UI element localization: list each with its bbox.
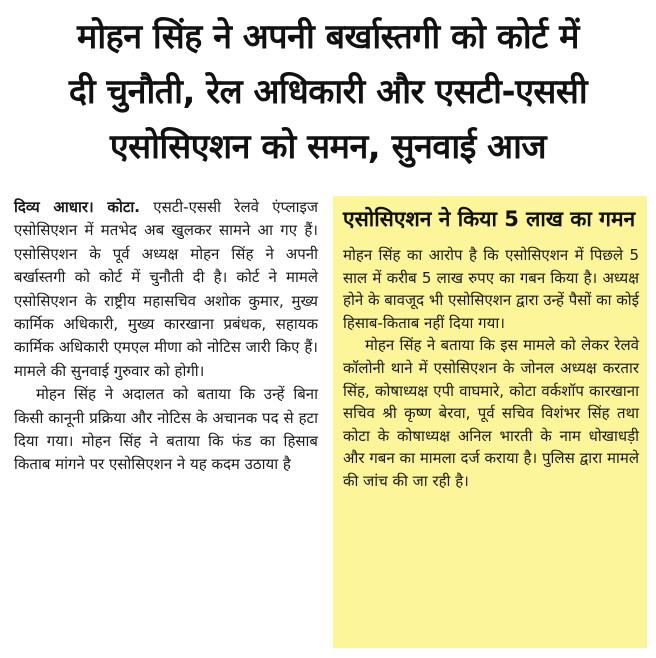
sidebar-paragraph-2: मोहन सिंह ने बताया कि इस मामले को लेकर रेलवे कॉलोनी थाने में एसोसिएशन के जोनल अध्यक्ष करतार सिंह, कोषाध्यक्ष एपी वाघमारे, कोटा वर्कशॉप कारखाना सचिव श्री कृष्ण बेरवा, पूर्व सचिव विशंभर सिंह तथा कोटा के कोषाध्यक्ष अनिल भारती के नाम धोखाधड़ी और गबन का मामला दर्ज कराया है। पुलिस द्वारा मामले की जांच की जा रही है। bbox=[343, 336, 639, 490]
sidebar-body bbox=[343, 244, 639, 493]
main-story-paragraph-1 bbox=[14, 196, 318, 383]
headline-line-3: एसोसिएशन को समन, सुनवाई आज bbox=[109, 127, 547, 167]
main-story-paragraph-2: मोहन सिंह ने अदालत को बताया कि उन्हें बिना किसी कानूनी प्रक्रिया और नोटिस के अचानक पद से हटा दिया गया। मोहन सिंह ने बताया कि फंड का हिसाब किताब मांगने पर एसोसिएशन ने यह कदम उठाया है bbox=[14, 385, 318, 474]
headline-line-1: मोहन सिंह ने अपनी बर्खास्तगी को कोर्ट में bbox=[77, 17, 579, 57]
main-story-column bbox=[14, 196, 318, 477]
sidebar-title: एसोसिएशन ने किया 5 लाख का गमन bbox=[343, 207, 636, 231]
headline-line-2: दी चुनौती, रेल अधिकारी और एसटी-एससी bbox=[68, 72, 588, 112]
headline bbox=[8, 10, 648, 175]
dateline: दिव्य आधार। कोटा. bbox=[14, 198, 140, 216]
sidebar-box bbox=[333, 196, 647, 648]
sidebar-paragraph-1: मोहन सिंह का आरोप है कि एसोसिएशन में पिछले 5 साल में करीब 5 लाख रुपए का गबन किया है। अध्यक्ष होने के बावजूद भी एसोसिएशन द्वारा उन्हें पैसों का कोई हिसाब-किताब नहीं दिया गया। bbox=[343, 246, 640, 332]
main-story-text-1: एसटी-एससी रेलवे एंप्लाइज एसोसिएशन में मतभेद अब खुलकर सामने आ गए हैं। एसोसिएशन के पूर्व अध्यक्ष मोहन सिंह ने अपनी बर्खास्तगी को कोर्ट में चुनौती दी है। कोर्ट ने मामले एसोसिएशन के राष्ट्रीय महासचिव अशोक कुमार, मुख्य कार्मिक अधिकारी, मुख्य कारखाना प्रबंधक, सहायक कार्मिक अधिकारी एमएल मीणा को नोटिस जारी किए हैं। मामले की सुनवाई गुरुवार को होगी। bbox=[14, 198, 318, 380]
